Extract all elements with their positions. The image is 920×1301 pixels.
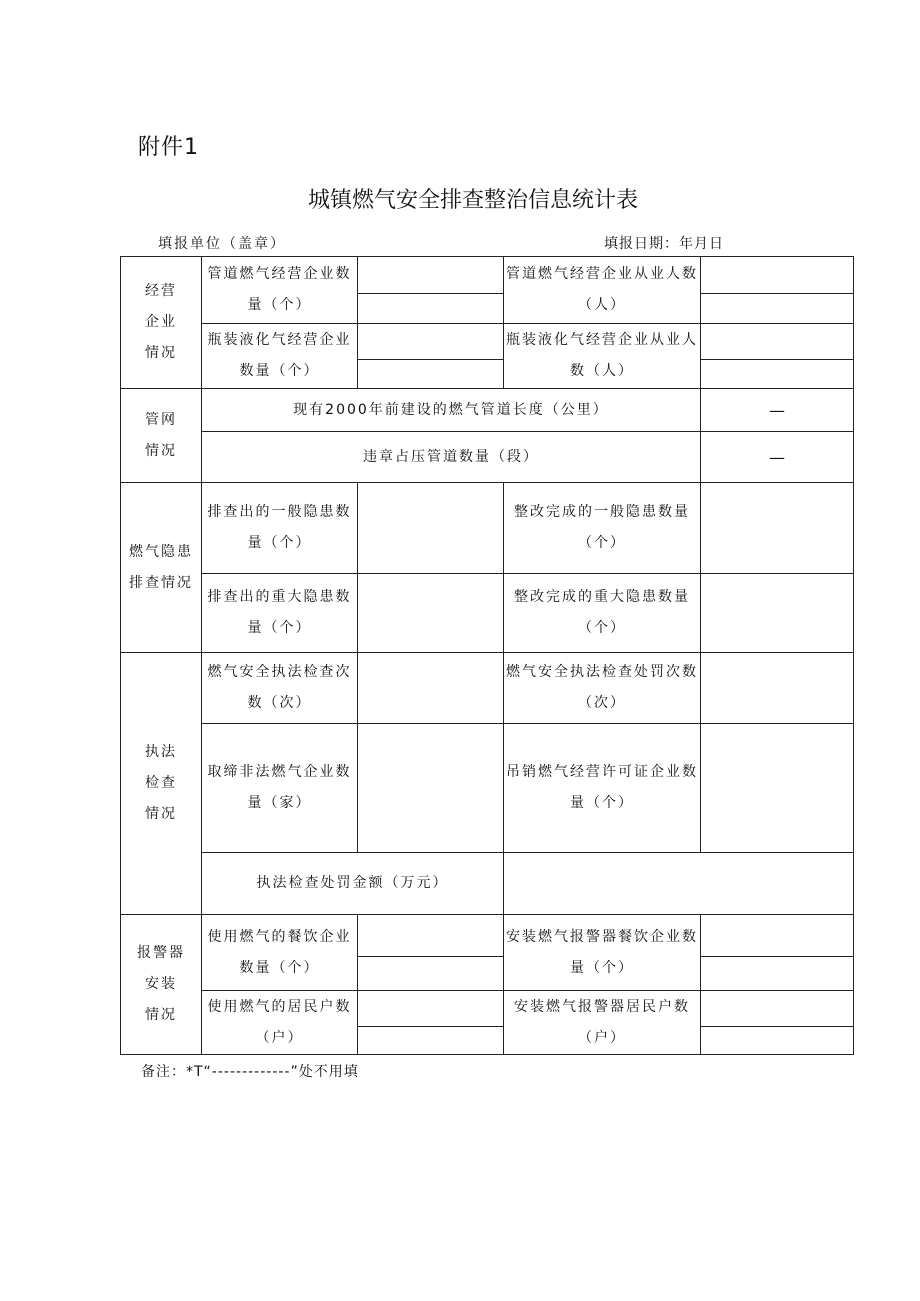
category-network [121, 389, 202, 483]
category-line: 管网 [145, 411, 177, 428]
input-pipeline-count-b[interactable] [358, 294, 504, 324]
input-restaurants-b[interactable] [358, 957, 504, 991]
label-general-found: 排查出的一般隐患数量（个） [202, 483, 358, 574]
label-residents-installed: 安装燃气报警器居民户数（户） [504, 991, 701, 1055]
date-year: 年 [679, 236, 694, 252]
label-bottled-staff: 瓶装液化气经营企业从业人数（人） [504, 324, 701, 389]
input-pipeline-staff-a[interactable] [701, 257, 854, 294]
input-pipeline-staff-b[interactable] [701, 294, 854, 324]
label-penalties: 燃气安全执法检查处罚次数（次） [504, 653, 701, 724]
input-residents-installed-a[interactable] [701, 991, 854, 1027]
input-restaurants-a[interactable] [358, 915, 504, 957]
attachment-label: 附件1 [138, 135, 199, 160]
input-major-fixed[interactable] [701, 574, 854, 653]
label-residents: 使用燃气的居民户数（户） [202, 991, 358, 1055]
statistics-table [120, 256, 854, 1055]
input-residents-b[interactable] [358, 1027, 504, 1055]
footnote: 备注：*T“-------------”处不用填 [141, 1064, 359, 1080]
fill-date-label [604, 233, 724, 253]
input-penalties[interactable] [701, 653, 854, 724]
label-illegal-occupation: 违章占压管道数量（段） [202, 432, 701, 483]
category-line: 检查 [145, 775, 177, 791]
input-general-found[interactable] [358, 483, 504, 574]
category-line: 企业 [145, 314, 177, 330]
category-line: 报警器 [137, 945, 185, 961]
input-restaurants-installed-a[interactable] [701, 915, 854, 957]
input-general-fixed[interactable] [701, 483, 854, 574]
category-line: 燃气隐患 [129, 543, 193, 560]
category-line: 安装 [145, 976, 177, 992]
label-banned: 取缔非法燃气企业数量（家） [202, 724, 358, 853]
category-line: 执法 [145, 744, 177, 760]
input-major-found[interactable] [358, 574, 504, 653]
label-general-fixed: 整改完成的一般隐患数量（个） [504, 483, 701, 574]
category-hazard [121, 483, 202, 653]
input-bottled-count-a[interactable] [358, 324, 504, 360]
input-fine-amount[interactable] [504, 853, 854, 915]
date-day: 日 [709, 236, 724, 252]
dash-illegal-occupation: — [701, 432, 854, 483]
category-line: 情况 [145, 442, 177, 459]
label-major-fixed: 整改完成的重大隐患数量（个） [504, 574, 701, 653]
category-alarm [121, 915, 202, 1055]
category-line: 经营 [145, 283, 177, 299]
label-bottled-count: 瓶装液化气经营企业数量（个） [202, 324, 358, 389]
category-enforcement [121, 653, 202, 915]
category-line: 情况 [145, 1007, 177, 1023]
input-residents-a[interactable] [358, 991, 504, 1027]
input-bottled-staff-a[interactable] [701, 324, 854, 360]
date-month: 月 [694, 236, 709, 252]
input-bottled-staff-b[interactable] [701, 360, 854, 389]
input-residents-installed-b[interactable] [701, 1027, 854, 1055]
label-major-found: 排查出的重大隐患数量（个） [202, 574, 358, 653]
label-old-pipe-length: 现有2000年前建设的燃气管道长度（公里） [202, 389, 701, 432]
label-pipeline-staff: 管道燃气经营企业从业人数（人） [504, 257, 701, 324]
label-restaurants-installed: 安装燃气报警器餐饮企业数量（个） [504, 915, 701, 991]
category-line: 情况 [145, 345, 177, 361]
label-revoked: 吊销燃气经营许可证企业数量（个） [504, 724, 701, 853]
input-restaurants-installed-b[interactable] [701, 957, 854, 991]
input-bottled-count-b[interactable] [358, 360, 504, 389]
label-restaurants: 使用燃气的餐饮企业数量（个） [202, 915, 358, 991]
input-pipeline-count-a[interactable] [358, 257, 504, 294]
page-title: 城镇燃气安全排查整治信息统计表 [307, 188, 638, 213]
category-line: 情况 [145, 806, 177, 822]
input-inspections[interactable] [358, 653, 504, 724]
input-revoked[interactable] [701, 724, 854, 853]
fill-unit-label: 填报单位（盖章） [158, 236, 286, 252]
category-enterprise [121, 257, 202, 389]
label-fine-amount: 执法检查处罚金额（万元） [202, 853, 504, 915]
category-line: 排查情况 [129, 574, 193, 591]
label-pipeline-count: 管道燃气经营企业数量（个） [202, 257, 358, 324]
dash-old-pipe-length: — [701, 389, 854, 432]
date-label: 填报日期： [604, 236, 679, 252]
label-inspections: 燃气安全执法检查次数（次） [202, 653, 358, 724]
input-banned[interactable] [358, 724, 504, 853]
